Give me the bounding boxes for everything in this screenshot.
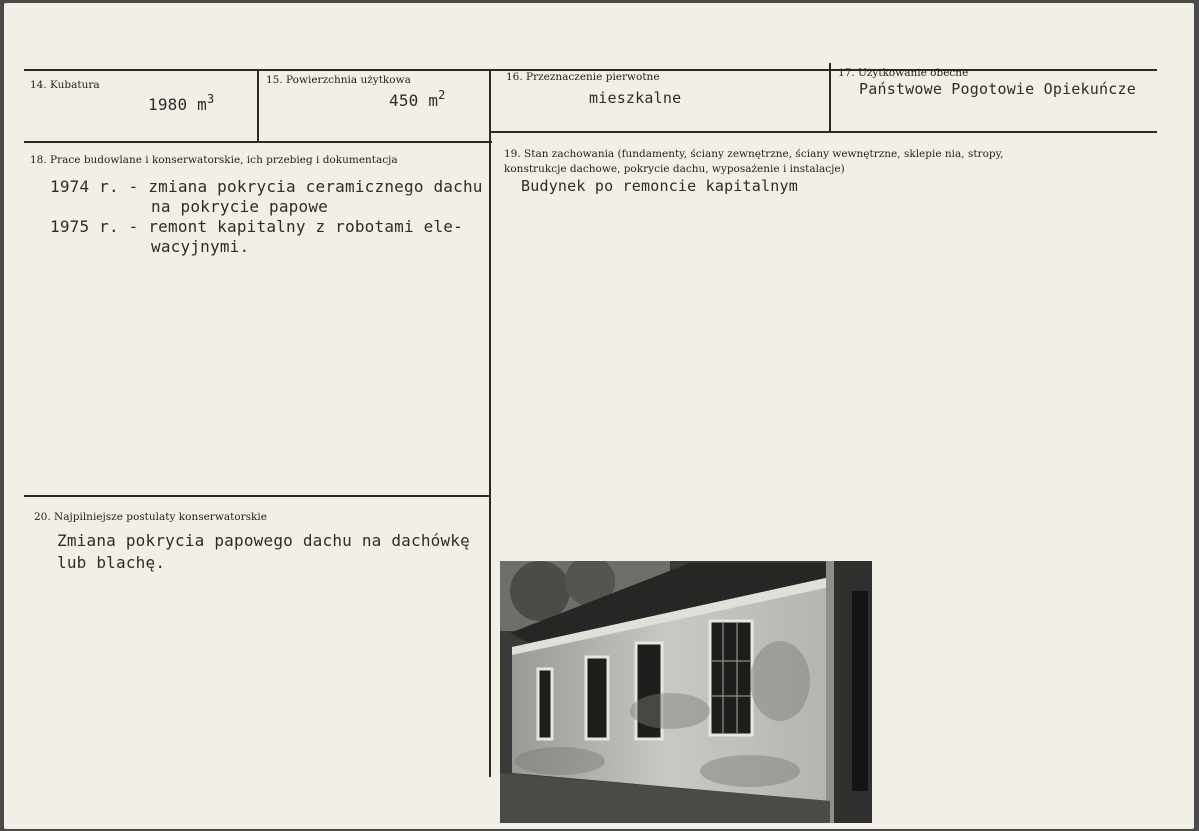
field-20-label: 20. Najpilniejsze postulaty konserwatorskie: [34, 511, 267, 523]
field-17-label: 17. Użytkowanie obecne: [838, 67, 969, 79]
col-divider-1: [257, 70, 259, 143]
field-19-label-line-1: 19. Stan zachowania (fundamenty, ściany zewnętrzne, ściany wewnętrzne, sklepie nia, stropy,: [504, 148, 1004, 160]
field-14-unit-sup: 3: [207, 92, 215, 106]
col-divider-3: [829, 63, 831, 133]
field-15-unit-sup: 2: [438, 88, 446, 102]
field-16-label: 16. Przeznaczenie pierwotne: [506, 71, 660, 83]
field-15-value: 450 $m^2$: [389, 88, 446, 110]
field-19-value: Budynek po remoncie kapitalnym: [521, 177, 798, 195]
col-divider-2: [489, 69, 491, 777]
building-facade-photo: [500, 561, 872, 823]
field-18-line-4: wacyjnymi.: [151, 237, 250, 256]
section-rule-20: [24, 495, 490, 497]
field-17-value: Państwowe Pogotowie Opiekuńcze: [859, 80, 1136, 98]
field-18-line-3: 1975 r. - remont kapitalny z robotami ele-: [50, 217, 463, 236]
field-14-value: 1980 $m^3$: [148, 92, 215, 114]
field-16-value: mieszkalne: [589, 89, 682, 107]
field-18-label: 18. Prace budowlane i konserwatorskie, ich przebieg i dokumentacja: [30, 154, 398, 166]
field-14-label: 14. Kubatura: [30, 79, 100, 91]
field-19-label-line-2: konstrukcje dachowe, pokrycie dachu, wyposażenie i instalacje): [504, 163, 845, 175]
field-20-line-2: lub blachę.: [57, 553, 166, 572]
field-18-line-2: na pokrycie papowe: [151, 197, 328, 216]
field-15-label: 15. Powierzchnia użytkowa: [266, 74, 411, 86]
field-18-line-1: 1974 r. - zmiana pokrycia ceramicznego dachu: [50, 177, 483, 196]
row1-bottom-rule-right: [490, 131, 1157, 133]
field-20-line-1: Zmiana pokrycia papowego dachu na dachówkę: [57, 531, 470, 550]
